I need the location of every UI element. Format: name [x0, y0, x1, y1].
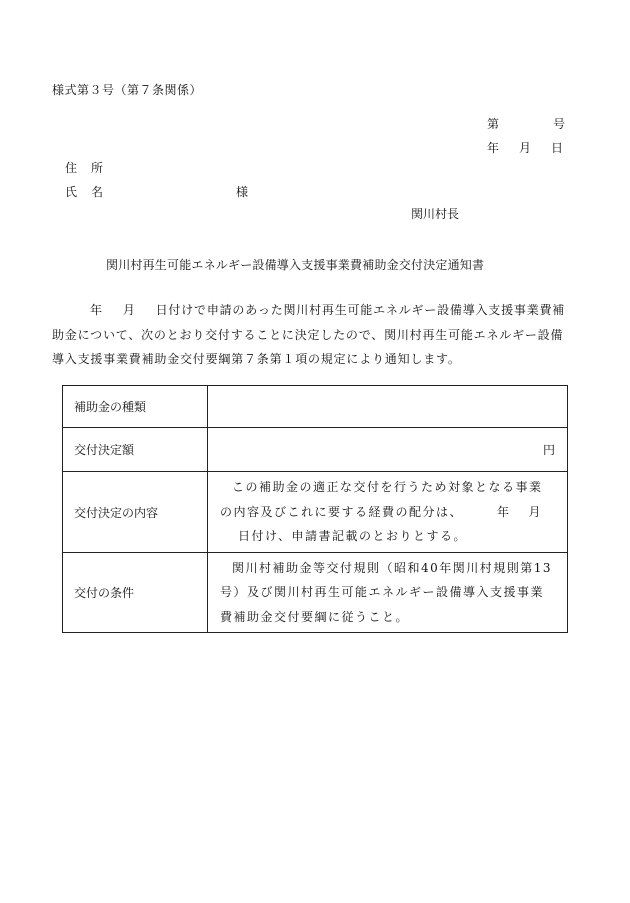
decision-content-label: 交付決定の内容: [63, 472, 208, 553]
decision-amount-value: 円: [208, 428, 568, 472]
conditions-value: [208, 553, 568, 633]
address-label-1: 住: [65, 161, 78, 175]
reference-number: [487, 117, 565, 131]
address-label-2: 所: [91, 161, 104, 175]
table-row: [63, 553, 568, 633]
decision-content-year: 年: [497, 504, 511, 519]
form-number: 様式第３号（第７条関係）: [52, 83, 203, 97]
table-row: [63, 386, 568, 428]
body-month: 月: [122, 303, 136, 317]
decision-content-value: [208, 472, 568, 553]
subsidy-table: [62, 385, 568, 633]
subsidy-type-value: [208, 386, 568, 428]
table-row: [63, 428, 568, 472]
decision-amount-label: 交付決定額: [63, 428, 208, 472]
decision-content-month: 月: [528, 504, 543, 519]
body-year: 年: [90, 303, 103, 317]
body-paragraph: [52, 298, 572, 372]
name-label: [65, 185, 103, 199]
body-text: 日付けで申請のあった関川村再生可能エネルギー設備導入支援事業費補助金について、次のとおり交付することに決定したので、関川村再生可能エネルギー設備導入支援事業費補助金交付要綱第７条第１項の規定により通知します。: [52, 303, 566, 366]
date-month: 月: [519, 141, 532, 155]
name-label-2: 名: [91, 185, 104, 199]
ref-go: 号: [553, 117, 566, 131]
conditions-label: 交付の条件: [63, 553, 208, 633]
date-year: 年: [487, 141, 500, 155]
name-label-1: 氏: [65, 185, 78, 199]
date-day: 日: [551, 141, 564, 155]
issue-date: [487, 141, 563, 155]
ref-dai: 第: [487, 117, 500, 131]
subsidy-type-label: 補助金の種類: [63, 386, 208, 428]
table-row: [63, 472, 568, 553]
document-title: 関川村再生可能エネルギー設備導入支援事業費補助金交付決定通知書: [106, 258, 485, 272]
honorific: 様: [236, 185, 249, 199]
decision-content-text-b: 日付け、申請書記載のとおりとする。: [238, 529, 468, 544]
decision-content-text-a: この補助金の適正な交付を行うため対象となる事業の内容及びこれに要する経費の配分は、: [220, 480, 543, 519]
address-label: [65, 161, 103, 175]
issuer: 関川村長: [411, 207, 460, 221]
conditions-text: 関川村補助金等交付規則（昭和40年関川村規則第13号）及び関川村再生可能エネルギー設備導入支援事業費補助金交付要綱に従うこと。: [220, 560, 553, 624]
